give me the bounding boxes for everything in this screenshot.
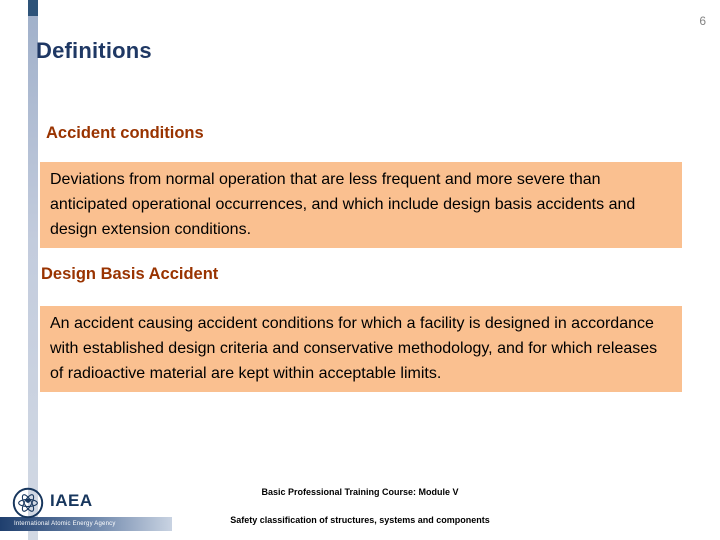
- left-accent-strip-top: [28, 0, 38, 16]
- section-heading-accident-conditions: Accident conditions: [46, 124, 204, 142]
- iaea-logo: [12, 487, 93, 524]
- slide-number: 6: [699, 14, 706, 28]
- definition-box-accident-conditions: Deviations from normal operation that are less frequent and more severe than anticipated operational occurrences, and which include design basis accidents and design extension conditions.: [40, 162, 682, 248]
- slide-title: Definitions: [36, 38, 152, 63]
- footer-module-line: Safety classification of structures, systems and components: [230, 515, 490, 525]
- iaea-logo-subtext: International Atomic Energy Agency: [14, 521, 116, 527]
- iaea-atom-icon: [12, 487, 44, 524]
- footer-course-line: Basic Professional Training Course: Module V: [261, 487, 459, 497]
- left-accent-strip: [28, 0, 38, 540]
- section-heading-design-basis-accident: Design Basis Accident: [41, 265, 219, 283]
- iaea-logo-text: IAEA: [50, 491, 93, 510]
- definition-box-design-basis-accident: An accident causing accident conditions for which a facility is designed in accordance with established design criteria and conservative methodology, and for which releases of radioactive material are kept within acceptable limits.: [40, 306, 682, 392]
